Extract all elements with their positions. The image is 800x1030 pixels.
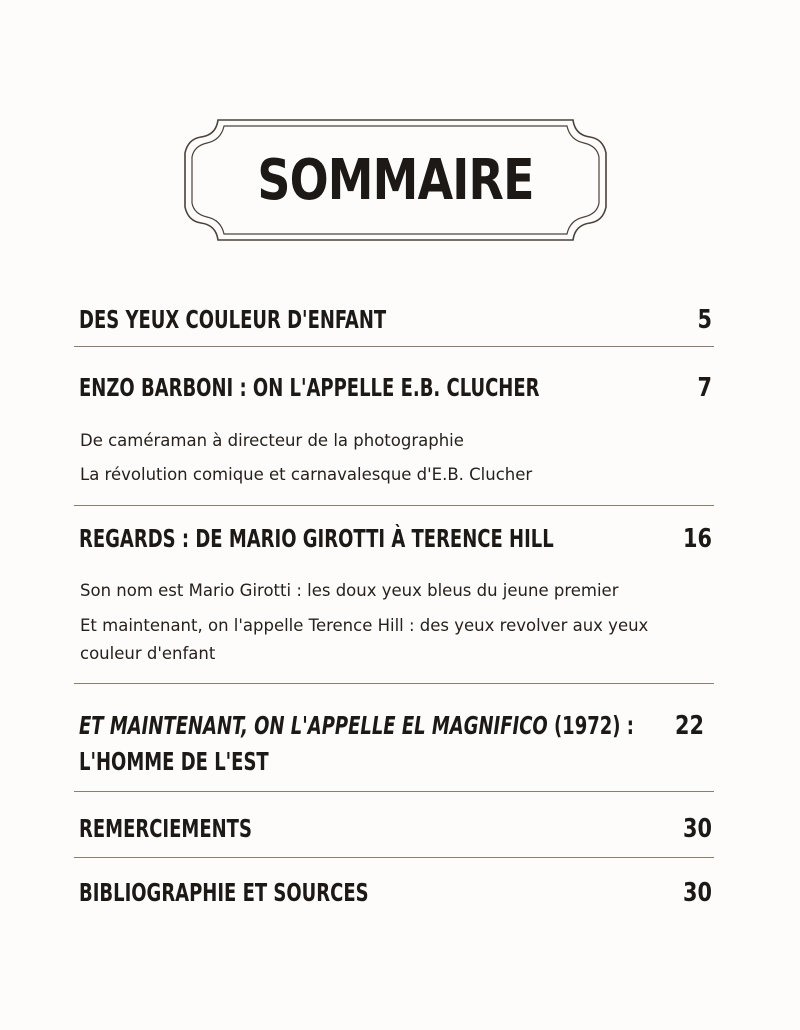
divider bbox=[74, 857, 714, 858]
toc-entry-page: 7 bbox=[697, 373, 712, 403]
toc-entry-title[interactable]: REMERCIEMENTS bbox=[79, 814, 252, 843]
toc-entry-title[interactable]: BIBLIOGRAPHIE ET SOURCES bbox=[79, 878, 369, 907]
toc-entry-title[interactable] bbox=[79, 709, 634, 743]
divider bbox=[74, 505, 714, 506]
toc-subentry[interactable]: De caméraman à directeur de la photographie bbox=[80, 431, 464, 450]
divider bbox=[74, 346, 714, 347]
toc-entry-title[interactable]: DES YEUX COULEUR D'ENFANT bbox=[79, 305, 387, 334]
title-frame bbox=[178, 115, 613, 245]
toc-entry-page: 30 bbox=[683, 814, 712, 844]
divider bbox=[74, 791, 714, 792]
toc-subentry[interactable]: La révolution comique et carnavalesque d'E.B. Clucher bbox=[80, 465, 533, 484]
page-title: SOMMAIRE bbox=[257, 147, 534, 213]
toc-subentry[interactable]: Son nom est Mario Girotti : les doux yeux bleus du jeune premier bbox=[80, 581, 619, 600]
toc-entry-title-line2[interactable]: L'HOMME DE L'EST bbox=[79, 747, 269, 776]
divider bbox=[74, 683, 714, 684]
toc-entry-title[interactable]: REGARDS : DE MARIO GIROTTI À TERENCE HILL bbox=[79, 524, 554, 553]
toc-entry-page: 22 bbox=[675, 711, 704, 741]
toc-subentry[interactable]: Et maintenant, on l'appelle Terence Hill : des yeux revolver aux yeux bbox=[80, 616, 649, 635]
toc-entry-page: 16 bbox=[683, 524, 712, 554]
toc-subentry[interactable]: couleur d'enfant bbox=[80, 644, 216, 663]
toc-entry-page: 5 bbox=[697, 305, 712, 335]
toc-entry-title-rest: (1972) : bbox=[547, 711, 634, 740]
toc-entry-title-italic: ET MAINTENANT, ON L'APPELLE EL MAGNIFICO bbox=[79, 711, 548, 740]
toc-entry-page: 30 bbox=[683, 878, 712, 908]
toc-entry-title[interactable]: ENZO BARBONI : ON L'APPELLE E.B. CLUCHER bbox=[79, 373, 540, 402]
